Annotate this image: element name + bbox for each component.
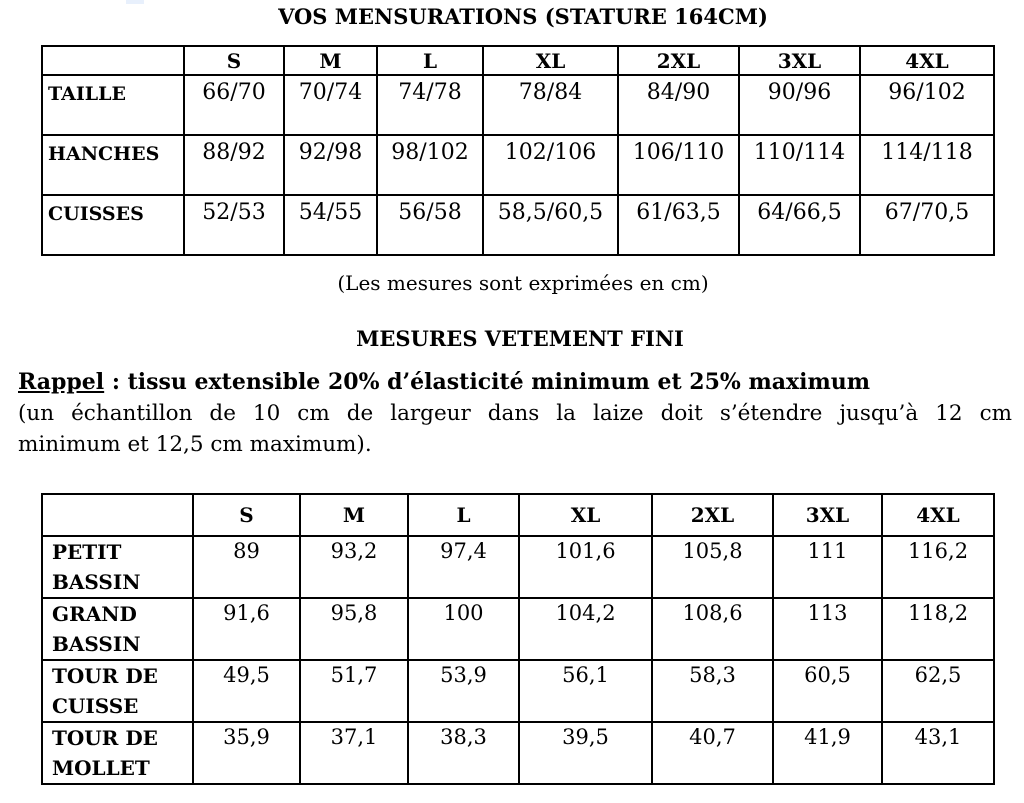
table-row — [42, 195, 994, 255]
table-cell: 92/98 — [284, 135, 377, 195]
row-label — [42, 598, 193, 660]
table-row — [42, 536, 994, 598]
table-header-row — [42, 494, 994, 536]
table-cell: 88/92 — [184, 135, 284, 195]
table-cell: 91,6 — [193, 598, 300, 660]
table-cell: 93,2 — [300, 536, 408, 598]
row-label-line: GRAND — [52, 602, 137, 626]
table-cell: 64/66,5 — [739, 195, 860, 255]
table-cell: 104,2 — [519, 598, 652, 660]
size-header: S — [184, 46, 284, 75]
row-label-line: TOUR DE — [52, 664, 158, 688]
header-corner-cell — [42, 494, 193, 536]
table-cell: 84/90 — [618, 75, 739, 135]
body-measurements-table — [41, 45, 995, 256]
row-label — [42, 536, 193, 598]
table-cell: 118,2 — [882, 598, 994, 660]
table-row — [42, 660, 994, 722]
table-cell: 43,1 — [882, 722, 994, 784]
table-cell: 52/53 — [184, 195, 284, 255]
table-header-row — [42, 46, 994, 75]
table-cell: 97,4 — [408, 536, 519, 598]
table-cell: 108,6 — [652, 598, 773, 660]
table-cell: 51,7 — [300, 660, 408, 722]
row-label — [42, 660, 193, 722]
table-row — [42, 135, 994, 195]
table-cell: 110/114 — [739, 135, 860, 195]
table-cell: 41,9 — [773, 722, 882, 784]
table-cell: 56/58 — [377, 195, 483, 255]
reminder-label: Rappel — [18, 369, 105, 395]
size-header: 3XL — [773, 494, 882, 536]
table-cell: 38,3 — [408, 722, 519, 784]
finished-garment-title: MESURES VETEMENT FINI — [356, 326, 684, 351]
table-cell: 39,5 — [519, 722, 652, 784]
row-label: HANCHES — [42, 135, 184, 195]
table-cell: 58,3 — [652, 660, 773, 722]
table-cell: 106/110 — [618, 135, 739, 195]
table-cell: 102/106 — [483, 135, 618, 195]
size-header: 4XL — [860, 46, 994, 75]
table-cell: 90/96 — [739, 75, 860, 135]
row-label: TAILLE — [42, 75, 184, 135]
reminder-text: : tissu extensible 20% d’élasticité minimum et 25% maximum — [104, 369, 871, 395]
table-cell: 95,8 — [300, 598, 408, 660]
table-cell: 105,8 — [652, 536, 773, 598]
table-cell: 116,2 — [882, 536, 994, 598]
row-label-line: BASSIN — [52, 632, 141, 656]
table-cell: 101,6 — [519, 536, 652, 598]
table-cell: 58,5/60,5 — [483, 195, 618, 255]
size-header: 2XL — [618, 46, 739, 75]
size-header: L — [408, 494, 519, 536]
size-header: XL — [519, 494, 652, 536]
explanation-line: (un échantillon de 10 cm de largeur dans la laize doit s’étendre jusqu’à 12 cm — [18, 401, 1012, 426]
stretch-reminder — [18, 369, 870, 395]
finished-garment-table — [41, 493, 995, 785]
table-cell: 61/63,5 — [618, 195, 739, 255]
table-cell: 62,5 — [882, 660, 994, 722]
table-cell: 56,1 — [519, 660, 652, 722]
table-row — [42, 722, 994, 784]
table-cell: 54/55 — [284, 195, 377, 255]
explanation-line: minimum et 12,5 cm maximum). — [18, 432, 372, 457]
table-cell: 100 — [408, 598, 519, 660]
row-label — [42, 722, 193, 784]
table-cell: 74/78 — [377, 75, 483, 135]
table-cell: 78/84 — [483, 75, 618, 135]
row-label-line: MOLLET — [52, 756, 150, 780]
table-cell: 49,5 — [193, 660, 300, 722]
table-cell: 35,9 — [193, 722, 300, 784]
table-cell: 37,1 — [300, 722, 408, 784]
row-label: CUISSES — [42, 195, 184, 255]
table-cell: 53,9 — [408, 660, 519, 722]
table-cell: 111 — [773, 536, 882, 598]
table-cell: 98/102 — [377, 135, 483, 195]
table-cell: 96/102 — [860, 75, 994, 135]
table-cell: 89 — [193, 536, 300, 598]
size-header: 4XL — [882, 494, 994, 536]
table-row — [42, 598, 994, 660]
table-cell: 67/70,5 — [860, 195, 994, 255]
size-header: L — [377, 46, 483, 75]
size-header: 2XL — [652, 494, 773, 536]
row-label-line: CUISSE — [52, 694, 139, 718]
table-cell: 114/118 — [860, 135, 994, 195]
stretch-explanation — [18, 398, 1012, 460]
table-cell: 60,5 — [773, 660, 882, 722]
size-header: M — [284, 46, 377, 75]
table-cell: 70/74 — [284, 75, 377, 135]
measurements-title: VOS MENSURATIONS (STATURE 164CM) — [278, 4, 768, 29]
table-cell: 40,7 — [652, 722, 773, 784]
size-header: 3XL — [739, 46, 860, 75]
row-label-line: PETIT — [52, 540, 122, 564]
row-label-line: TOUR DE — [52, 726, 158, 750]
table-row — [42, 75, 994, 135]
row-label-line: BASSIN — [52, 570, 141, 594]
size-header: M — [300, 494, 408, 536]
units-note: (Les mesures sont exprimées en cm) — [337, 271, 709, 295]
header-corner-cell — [42, 46, 184, 75]
size-header: S — [193, 494, 300, 536]
size-header: XL — [483, 46, 618, 75]
table-cell: 113 — [773, 598, 882, 660]
table-cell: 66/70 — [184, 75, 284, 135]
